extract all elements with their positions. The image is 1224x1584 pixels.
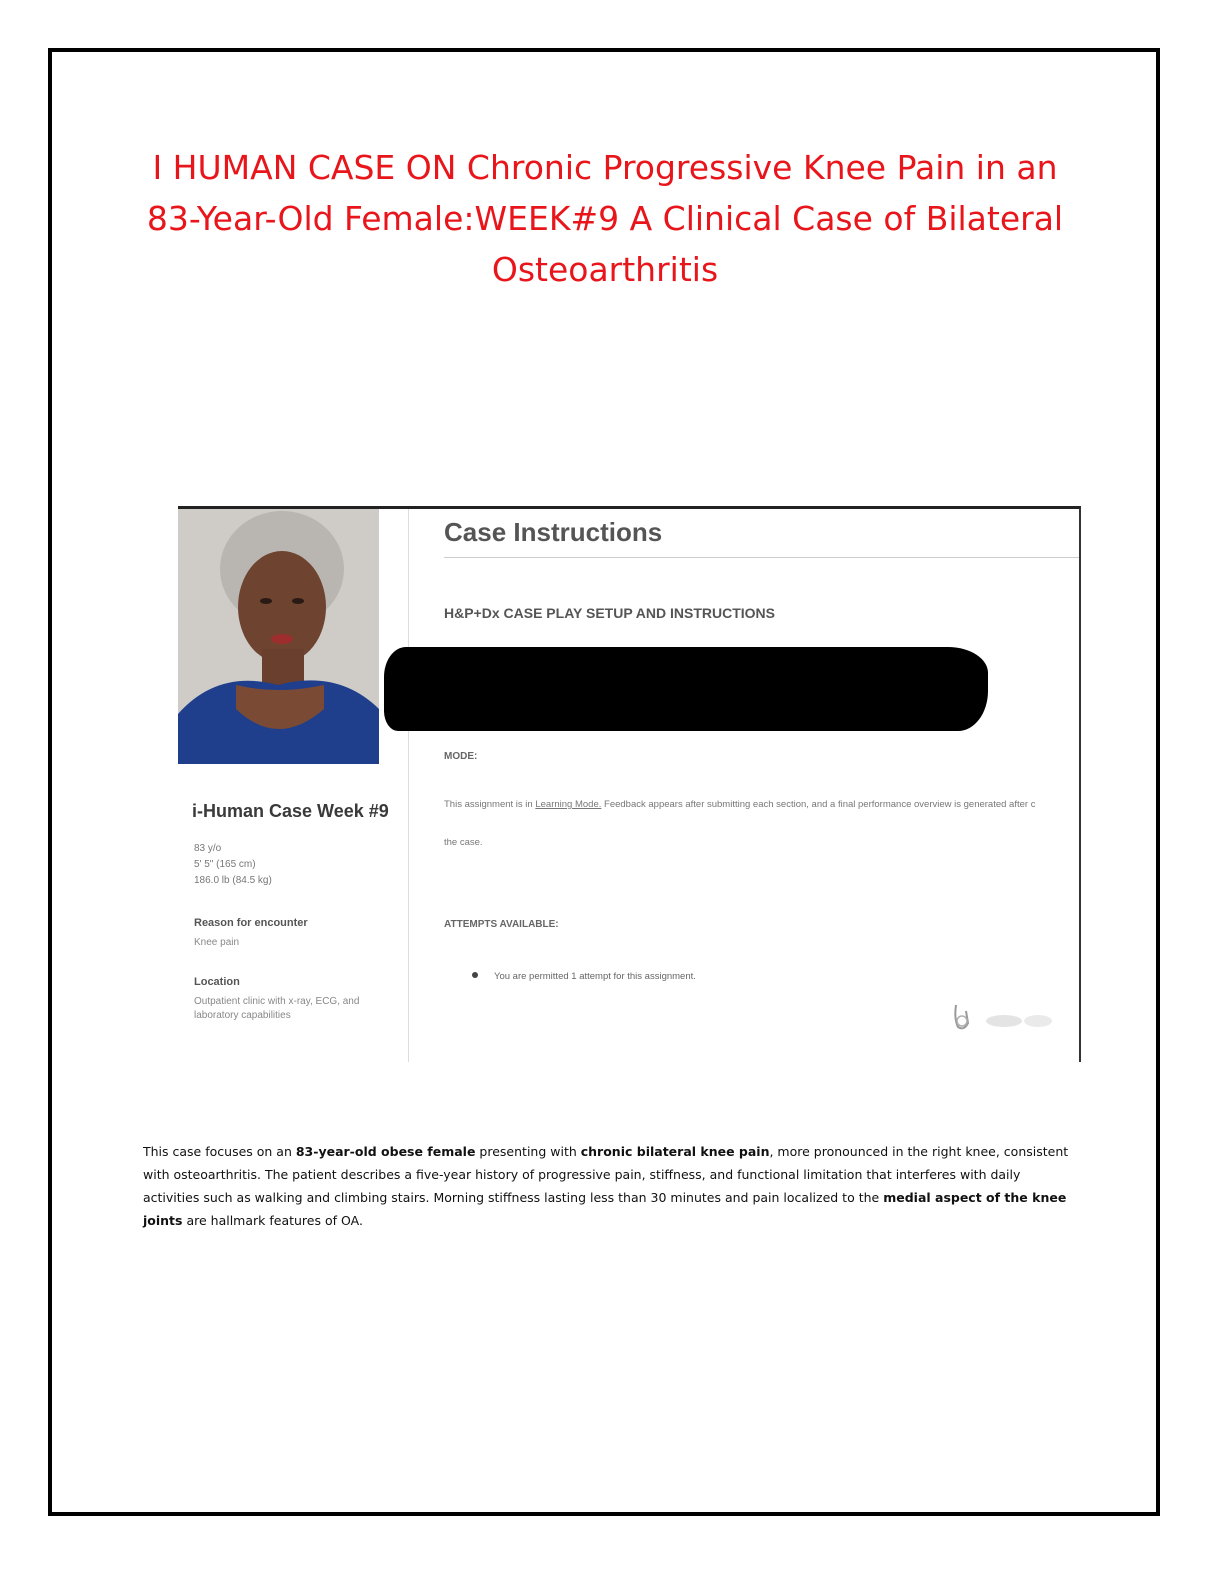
summary-text-3: , more pronounced in the right knee, consistent with osteoarthritis. The patient describes a five-year history of progressive pain, stiffness, and functional limitation that interferes with daily activities such as walking and climbing stairs. Morning stiffness lasting less than 30 minutes and pain localized to the — [143, 1144, 1069, 1205]
reason-label: Reason for encounter — [194, 917, 308, 929]
mode-label: MODE: — [444, 751, 478, 762]
mode-description-cont: the case. — [444, 837, 483, 848]
summary-text-4: are hallmark features of OA. — [182, 1213, 363, 1228]
panel-divider — [408, 509, 409, 1062]
attempts-label: ATTEMPTS AVAILABLE: — [444, 919, 559, 930]
summary-text-2: presenting with — [475, 1144, 581, 1159]
case-summary — [143, 1140, 1078, 1232]
summary-bold-1: 83-year-old obese female — [295, 1144, 476, 1159]
document-title: I HUMAN CASE ON Chronic Progressive Knee Pain in an 83-Year-Old Female:WEEK#9 A Clinical Case of Bilateral Osteoarthritis — [146, 148, 1064, 289]
case-instructions-heading: Case Instructions — [444, 517, 663, 547]
location-value: Outpatient clinic with x-ray, ECG, and laboratory capabilities — [194, 996, 360, 1021]
patient-sidebar — [178, 509, 409, 1062]
watermark-logo-icon — [942, 997, 1072, 1037]
patient-portrait — [178, 509, 379, 764]
patient-portrait-image — [178, 509, 379, 764]
setup-heading: H&P+Dx CASE PLAY SETUP AND INSTRUCTIONS — [444, 605, 776, 621]
redaction-mark — [384, 647, 988, 731]
patient-weight: 186.0 lb (84.5 kg) — [194, 875, 272, 886]
reason-value: Knee pain — [194, 937, 240, 948]
patient-vitals — [194, 841, 272, 889]
bullet-icon — [472, 972, 478, 978]
location-label: Location — [194, 976, 240, 988]
mode-text-before: This assignment is in — [444, 799, 536, 810]
summary-bold-3: medial aspect of the knee joints — [143, 1190, 1067, 1228]
attempts-text: You are permitted 1 attempt for this assignment. — [494, 971, 696, 982]
embedded-case-screenshot — [178, 506, 1081, 1062]
mode-text-after: Feedback appears after submitting each section, and a final performance overview is generated after c — [601, 799, 1036, 810]
summary-bold-2: chronic bilateral knee pain — [580, 1144, 770, 1159]
heading-rule — [444, 557, 1080, 558]
mode-description — [444, 799, 1035, 810]
learning-mode-link[interactable]: Learning Mode. — [535, 799, 602, 810]
summary-text-1: This case focuses on an — [143, 1144, 296, 1159]
patient-height: 5' 5" (165 cm) — [194, 859, 256, 870]
case-name: i-Human Case Week #9 — [192, 801, 389, 821]
patient-age: 83 y/o — [194, 843, 222, 854]
